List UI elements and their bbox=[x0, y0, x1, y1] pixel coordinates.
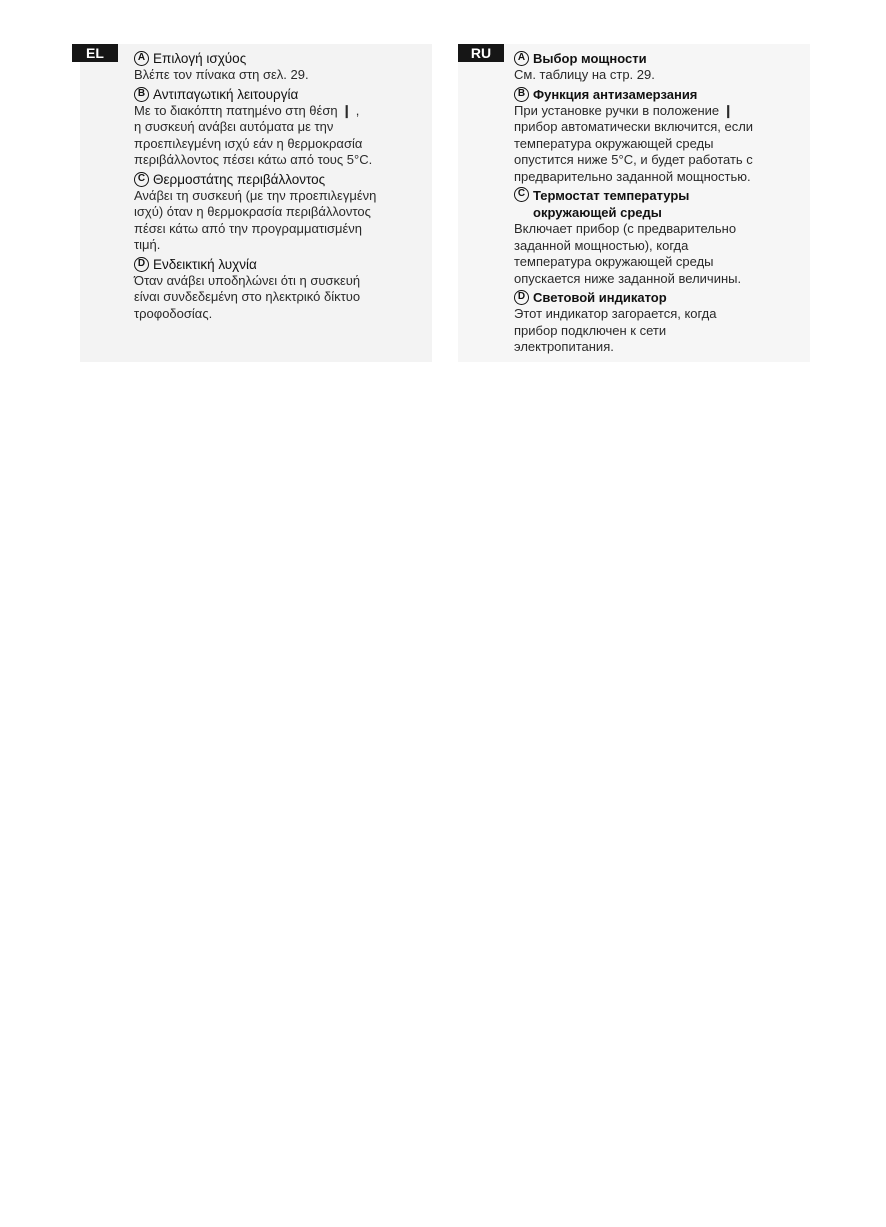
section-text: Βλέπε τον πίνακα στη σελ. 29. bbox=[134, 67, 309, 82]
russian-content bbox=[514, 50, 816, 358]
section-heading: Выбор мощности bbox=[533, 51, 647, 66]
section-text: Με το διακόπτη πατημένο στη θέση ❙ , η συσκευή ανάβει αυτόματα με την προεπιλεγμένη ισχύ εάν η θερμοκρασία περιβάλλοντος πέσει κάτω από τους 5°C. bbox=[134, 102, 373, 167]
section-title bbox=[134, 50, 432, 67]
section-title bbox=[134, 256, 432, 273]
section-text: Όταν ανάβει υποδηλώνει ότι η συσκευή είναι συνδεδεμένη στο ηλεκτρικό δίκτυο τροφοδοσίας. bbox=[134, 272, 361, 321]
letter-c-icon: C bbox=[134, 172, 149, 187]
section-title bbox=[134, 86, 432, 103]
section-text: Включает прибор (с предварительно заданной мощностью), когда температура окружающей среды опускается ниже заданной величины. bbox=[514, 221, 742, 286]
section-text: См. таблицу на стр. 29. bbox=[514, 67, 655, 82]
section-title bbox=[514, 86, 816, 103]
letter-a-icon: A bbox=[134, 51, 149, 66]
section-b bbox=[514, 86, 816, 186]
language-tag-el: EL bbox=[72, 44, 118, 62]
section-title bbox=[514, 289, 816, 306]
section-text: Этот индикатор загорается, когда прибор подключен к сети электропитания. bbox=[514, 306, 717, 354]
section-title bbox=[514, 50, 816, 67]
section-c bbox=[514, 187, 816, 287]
section-b bbox=[134, 86, 432, 169]
letter-c-icon: C bbox=[514, 187, 529, 202]
section-heading: Ενδεικτική λυχνία bbox=[153, 256, 257, 272]
greek-section bbox=[80, 44, 432, 362]
section-title bbox=[514, 187, 816, 221]
section-text: Ανάβει τη συσκευή (με την προεπιλεγμένη ισχύ) όταν η θερμοκρασία περιβάλλοντος πέσει κάτω από την προγραμματισμένη τιμή. bbox=[134, 187, 377, 252]
section-d bbox=[514, 289, 816, 356]
section-heading: Επιλογή ισχύος bbox=[153, 51, 247, 66]
section-a bbox=[134, 50, 432, 84]
letter-d-icon: D bbox=[514, 290, 529, 305]
section-d bbox=[134, 256, 432, 323]
section-heading: Αντιπαγωτική λειτουργία bbox=[153, 86, 299, 102]
section-title bbox=[134, 171, 432, 188]
letter-a-icon: A bbox=[514, 51, 529, 66]
letter-b-icon: B bbox=[514, 87, 529, 102]
section-heading: Функция антизамерзания bbox=[533, 86, 698, 102]
letter-b-icon: B bbox=[134, 87, 149, 102]
greek-content bbox=[134, 50, 432, 324]
language-tag-ru: RU bbox=[458, 44, 504, 62]
letter-d-icon: D bbox=[134, 257, 149, 272]
section-heading: Световой индикатор bbox=[533, 290, 667, 305]
section-heading: Термостат температуры окружающей среды bbox=[533, 188, 690, 220]
section-a bbox=[514, 50, 816, 84]
section-text: При установке ручки в положение ❙ прибор автоматически включится, если температура окружающей среды опустится ниже 5°C, и будет работать с предварительно заданной мощностью. bbox=[514, 102, 754, 184]
section-heading: Θερμοστάτης περιβάλλοντος bbox=[153, 171, 326, 187]
russian-section bbox=[458, 44, 810, 362]
section-c bbox=[134, 171, 432, 254]
